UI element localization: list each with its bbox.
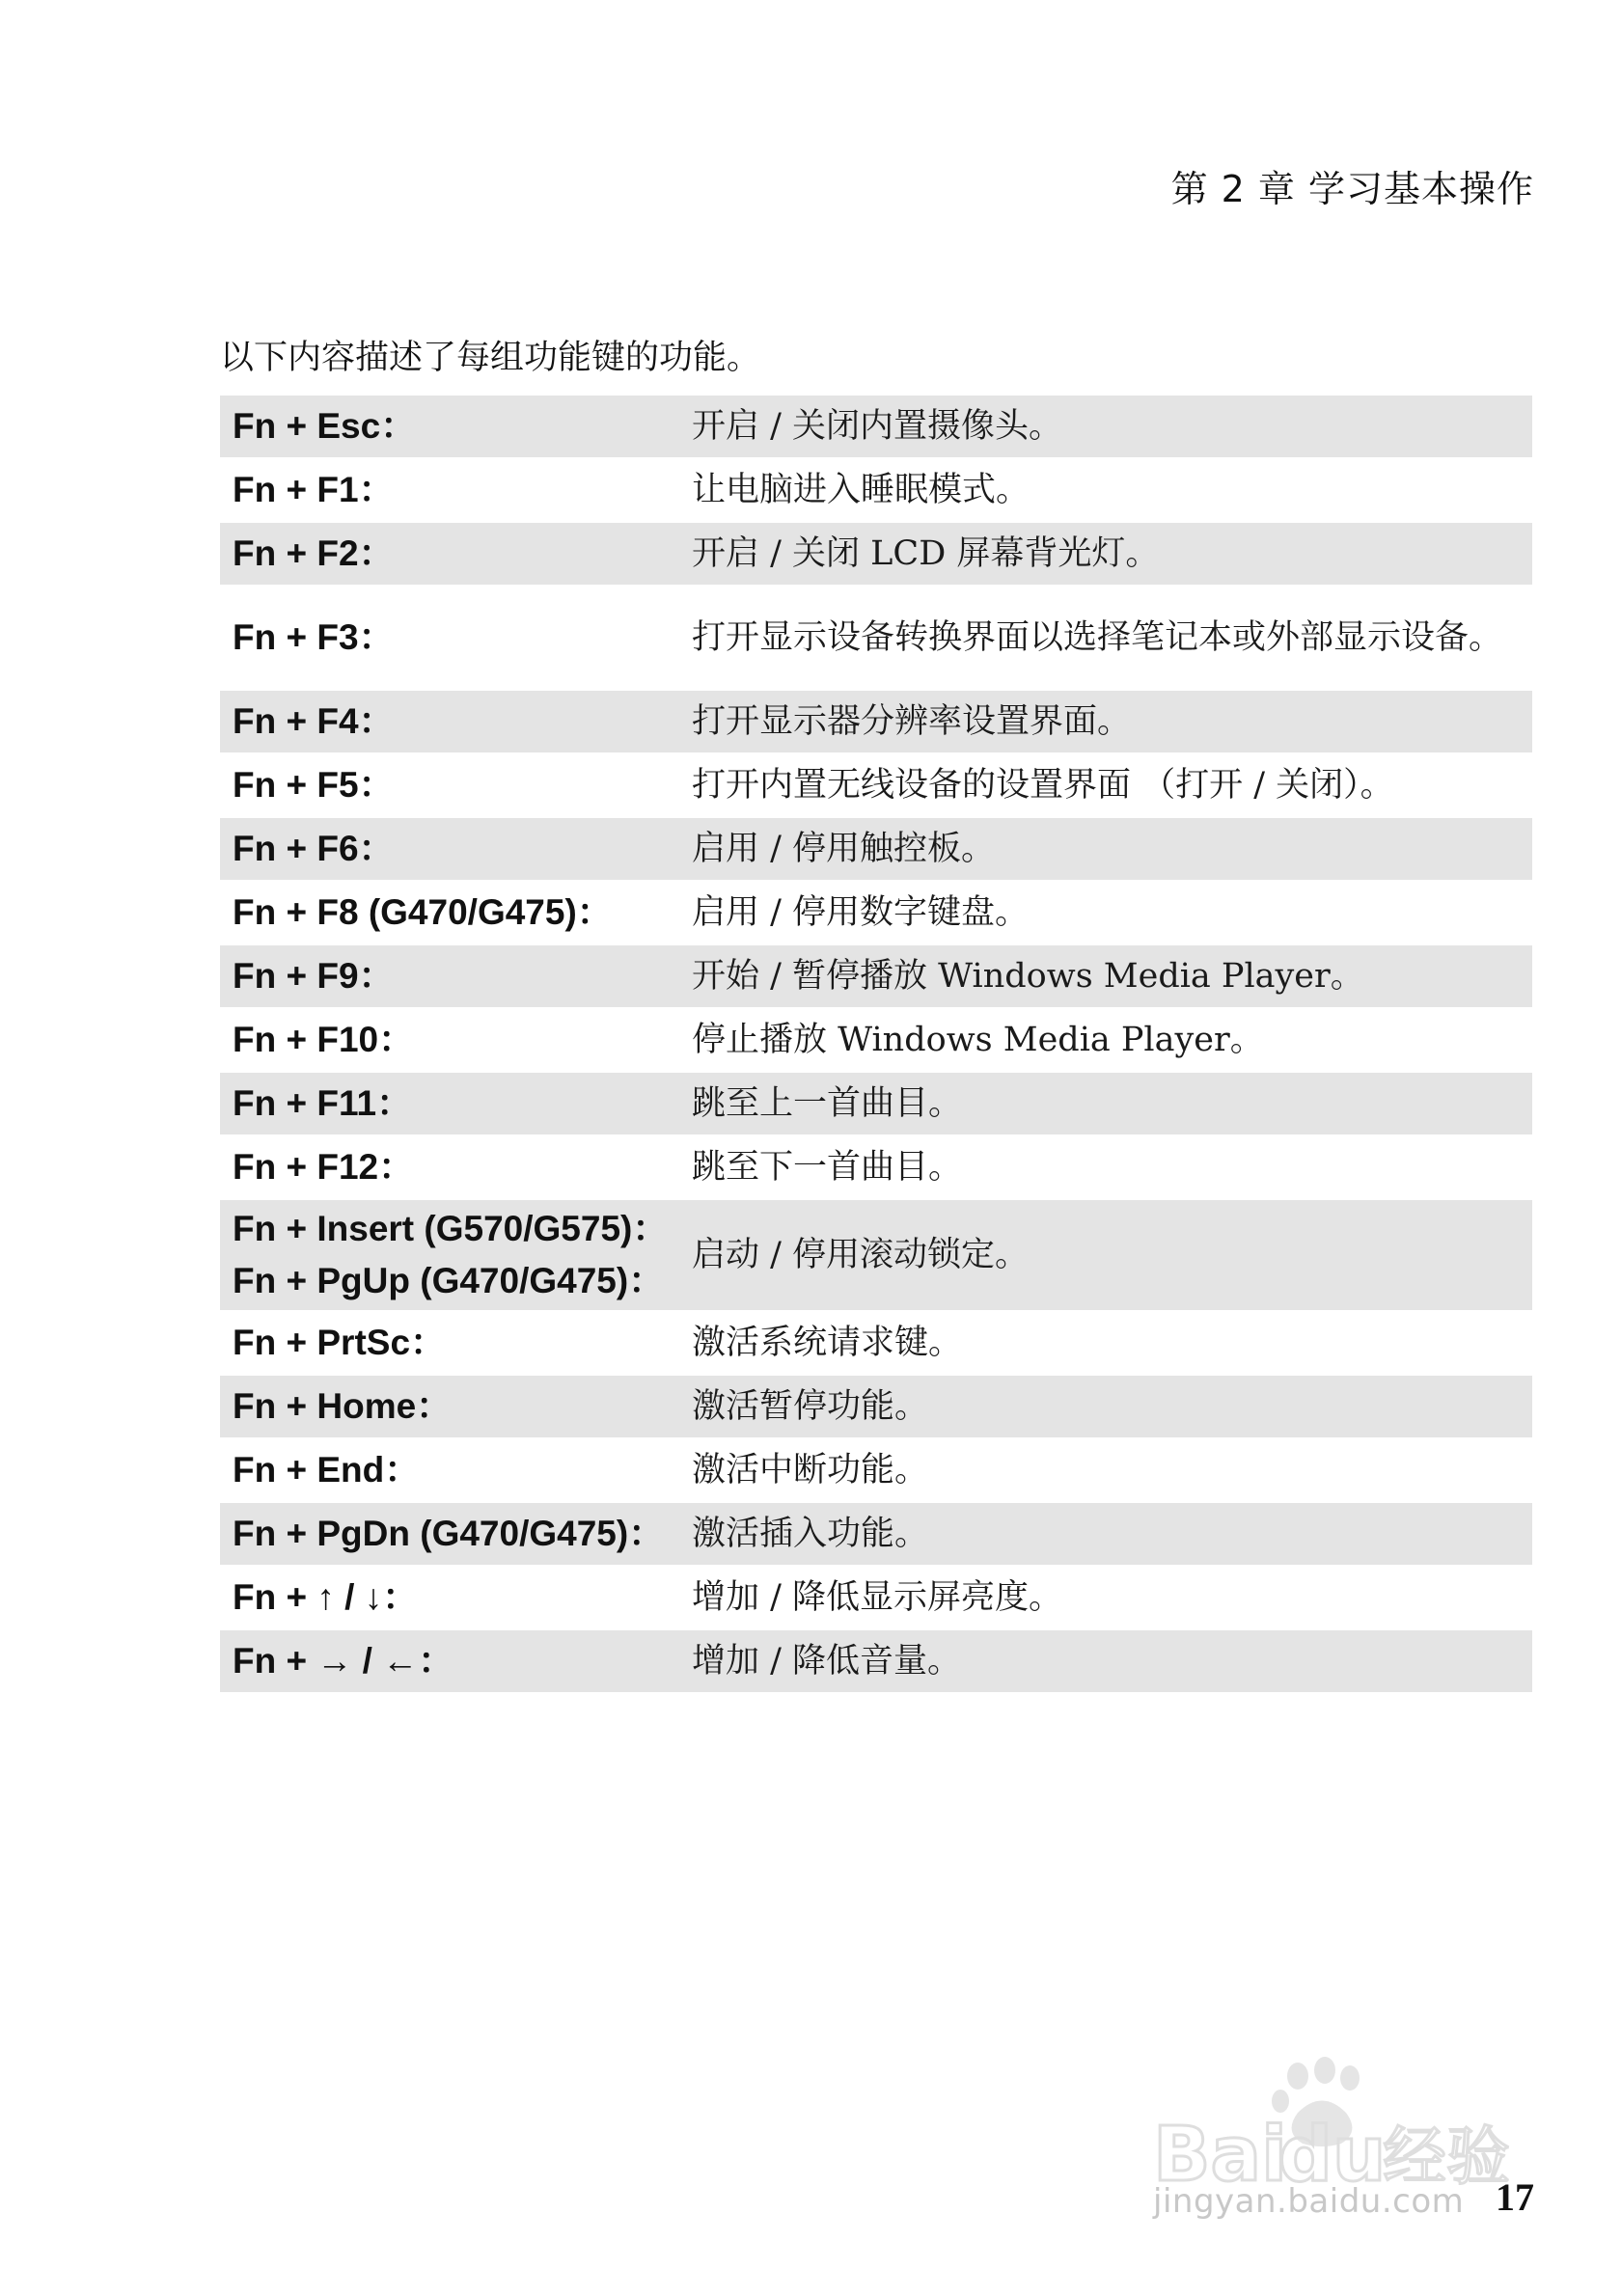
- key-description: 让电脑进入睡眠模式。: [692, 471, 1030, 509]
- svg-text:du: du: [1278, 2112, 1387, 2199]
- key-combination: Fn + F10：: [233, 1020, 415, 1059]
- chapter-header: 第 2 章 学习基本操作: [1170, 168, 1534, 210]
- key-description: 增加 / 降低显示屏亮度。: [692, 1578, 1063, 1617]
- table-row: [220, 1503, 1532, 1565]
- table-row: [220, 818, 1532, 880]
- key-combination: Fn + F11：: [233, 1083, 413, 1123]
- key-description: 启用 / 停用触控板。: [692, 830, 996, 868]
- table-row: [220, 587, 1532, 689]
- key-description: 启动 / 停用滚动锁定。: [692, 1236, 1030, 1274]
- key-combination: Fn + End：: [233, 1450, 421, 1490]
- key-combination: Fn + F12：: [233, 1147, 415, 1187]
- table-row: [220, 1200, 1532, 1310]
- table-row: [220, 1009, 1532, 1071]
- page-number: 17: [1496, 2175, 1534, 2219]
- key-description: 打开显示设备转换界面以选择笔记本或外部显示设备。: [692, 618, 1503, 657]
- table-row: [220, 1073, 1532, 1134]
- key-combination: Fn + F8 (G470/G475)：: [233, 892, 613, 932]
- key-combination: Fn + Insert (G570/G575)：: [233, 1209, 669, 1248]
- key-description: 停止播放 Windows Media Player。: [692, 1021, 1264, 1059]
- table-row: [220, 945, 1532, 1007]
- key-combination: Fn + Esc：: [233, 406, 417, 446]
- key-description: 启用 / 停用数字键盘。: [692, 893, 1030, 932]
- key-description: 激活系统请求键。: [692, 1324, 963, 1362]
- key-description: 跳至下一首曲目。: [692, 1148, 963, 1187]
- table-row: [220, 523, 1532, 585]
- key-combination: Fn + F4：: [233, 701, 395, 741]
- table-row: [220, 691, 1532, 752]
- table-row: [220, 1312, 1532, 1374]
- intro-text: 以下内容描述了每组功能键的功能。: [220, 339, 761, 377]
- key-combination: Fn + PgDn (G470/G475)：: [233, 1514, 665, 1553]
- key-combination: Fn + PgUp (G470/G475)：: [233, 1261, 665, 1300]
- svg-text:经验: 经验: [1383, 2119, 1510, 2194]
- table-row: [220, 1376, 1532, 1437]
- key-combination: Fn + Home：: [233, 1386, 453, 1426]
- key-combination: Fn + F5：: [233, 765, 395, 805]
- key-description: 开启 / 关闭内置摄像头。: [692, 407, 1063, 446]
- table-row: [220, 754, 1532, 816]
- key-description: 打开显示器分辨率设置界面。: [692, 702, 1132, 741]
- key-combination: Fn + F6：: [233, 829, 395, 868]
- key-description: 激活插入功能。: [692, 1515, 929, 1553]
- key-description: 跳至上一首曲目。: [692, 1084, 963, 1123]
- key-combination: Fn + PrtSc：: [233, 1323, 447, 1362]
- key-description: 激活中断功能。: [692, 1451, 929, 1490]
- table-row: [220, 1567, 1532, 1628]
- table-row: [220, 882, 1532, 943]
- key-description: 开始 / 暂停播放 Windows Media Player。: [692, 957, 1364, 996]
- key-combination: Fn + F2：: [233, 533, 395, 573]
- key-combination: Fn + → / ←：: [233, 1641, 454, 1681]
- svg-text:Bai: Bai: [1153, 2112, 1287, 2199]
- key-combination: Fn + F3：: [233, 617, 395, 657]
- table-row: [220, 1136, 1532, 1198]
- table-row: [220, 1439, 1532, 1501]
- key-description: 增加 / 降低音量。: [692, 1642, 962, 1681]
- key-description: 开启 / 关闭 LCD 屏幕背光灯。: [692, 534, 1160, 573]
- key-combination-group: [220, 1203, 692, 1307]
- watermark-url: jingyan.baidu.com: [1153, 2182, 1465, 2221]
- function-key-table: [220, 396, 1532, 1694]
- table-row: [220, 396, 1532, 457]
- key-combination: Fn + ↑ / ↓：: [233, 1577, 419, 1617]
- table-row: [220, 459, 1532, 521]
- key-description: 打开内置无线设备的设置界面 （打开 / 关闭）。: [692, 766, 1394, 805]
- key-description: 激活暂停功能。: [692, 1387, 929, 1426]
- key-combination: Fn + F9：: [233, 956, 395, 996]
- key-combination: Fn + F1：: [233, 470, 395, 509]
- table-row: [220, 1630, 1532, 1692]
